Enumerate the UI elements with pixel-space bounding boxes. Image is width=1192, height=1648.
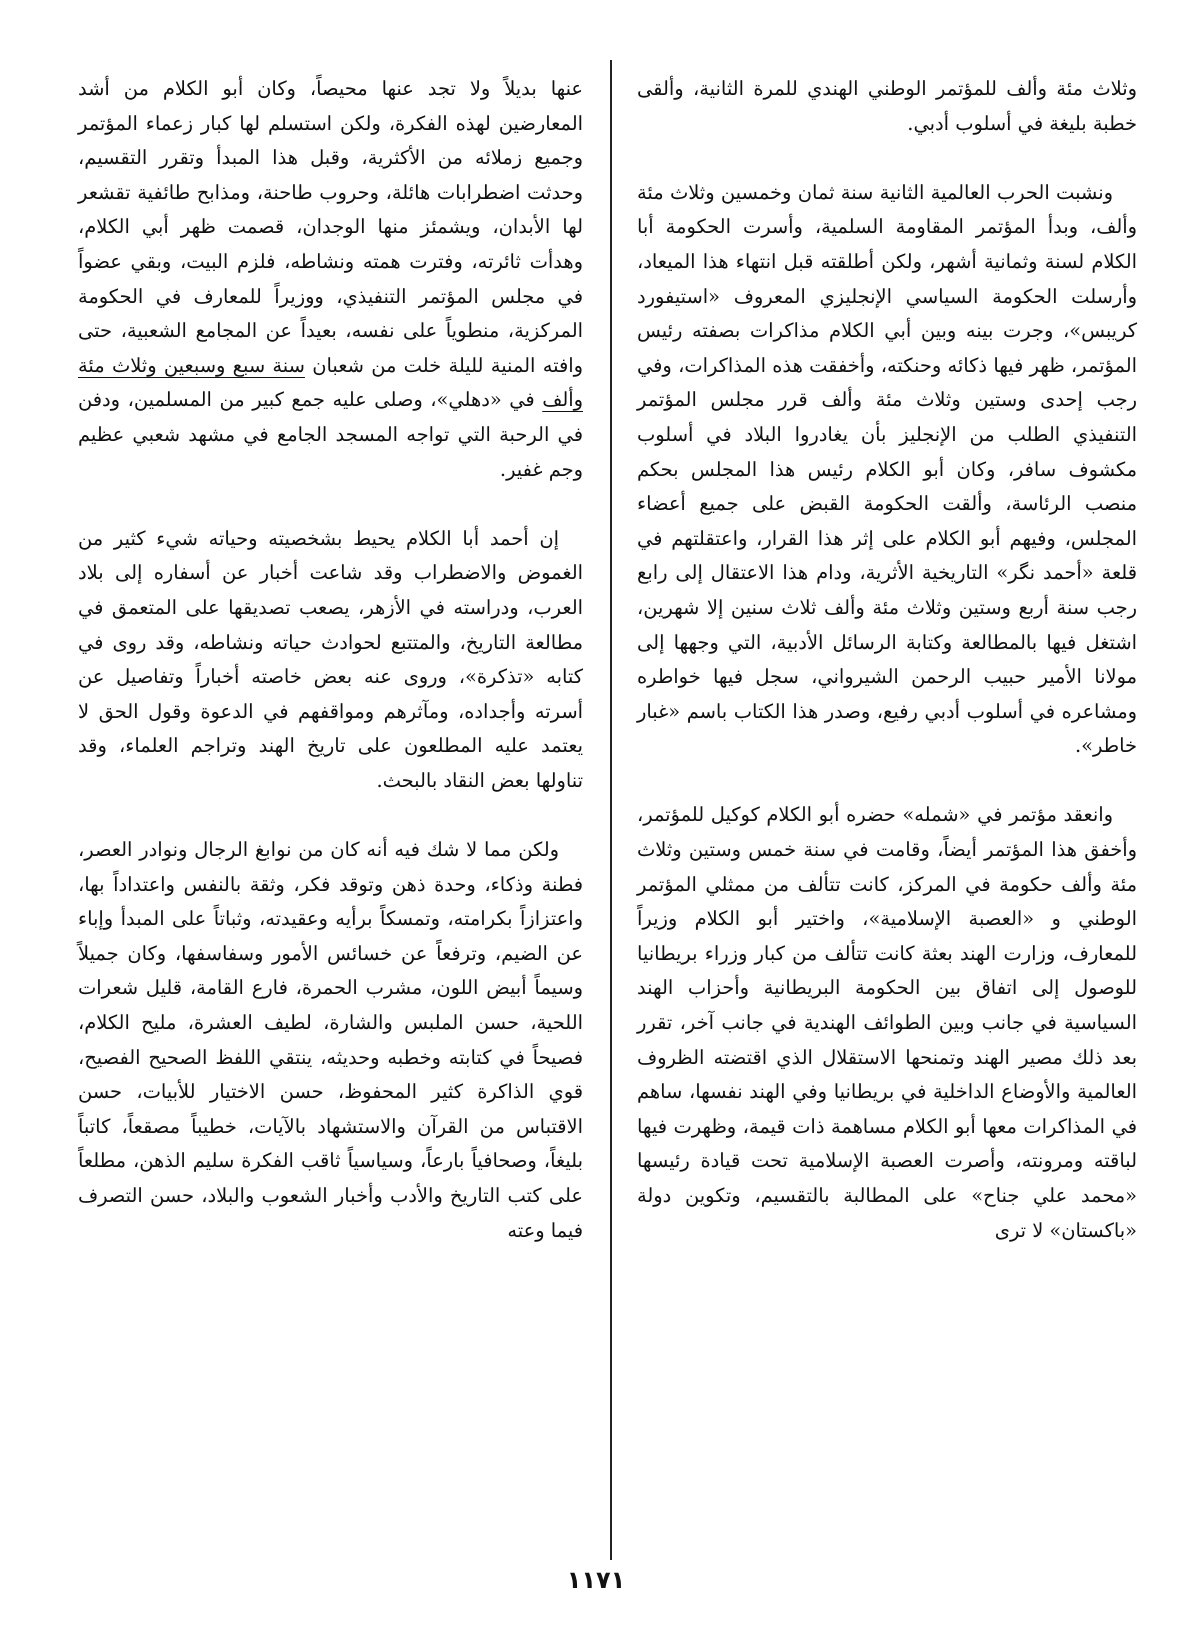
paragraph: ونشبت الحرب العالمية الثانية سنة ثمان وخمسين وثلاث مئة وألف، وبدأ المؤتمر المقاومة السلمية، وأسرت الحكومة أبا الكلام لسنة وثمانية أشهر، ولكن أطلقته قبل انتهاء هذا الميعاد، وأرسلت الحكومة السياسي الإنجليزي المعروف «استيفورد كريبس»، وجرت بينه وبين أبي الكلام مذاكرات بصفته رئيس المؤتمر، ظهر فيها ذكائه وحنكته، وأخفقت هذه المذاكرات، وفي رجب إحدى وستين وثلاث مئة وألف قرر مجلس المؤتمر التنفيذي الطلب من الإنجليز بأن يغادروا البلاد في أسلوب مكشوف سافر، وكان أبو الكلام رئيس هذا المجلس بحكم منصب الرئاسة، وألقت الحكومة القبض على جميع أعضاء المجلس، وفيهم أبو الكلام على إثر هذا القرار، واعتقلتهم في قلعة «أحمد نگر» التاريخية الأثرية، ودام هذا الاعتقال إلى رابع رجب سنة أربع وستين وثلاث مئة وألف ثلاث سنين إلا شهرين، اشتغل فيها بالمطالعة وكتابة الرسائل الأدبية، التي وجهها إلى مولانا الأمير حبيب الرحمن الشيرواني، سجل فيها خواطره ومشاعره في أسلوب أدبي رفيع، وصدر هذا الكتاب باسم «غبار خاطر». <box>637 180 1137 758</box>
paragraph: إن أحمد أبا الكلام يحيط بشخصيته وحياته شيء كثير من الغموض والاضطراب وقد شاعت أخبار عن أسفاره إلى بلاد العرب، ودراسته في الأزهر، يصعب تصديقها على المتعمق في مطالعة التاريخ، والمتتبع لحوادث حياته ونشاطه، وقد روى في كتابه «تذكرة»، وروى عنه بعض خاصته أخباراً وتفاصيل عن أسرته وأجداده، ومآثرهم ومواقفهم في الدعوة وقول الحق لا يعتمد عليه المطلعون على تاريخ الهند وتراجم العلماء، وقد تناولها بعض النقاد بالبحث. <box>78 526 583 792</box>
left-column <box>78 72 583 1248</box>
paragraph-text: في «دهلي»، وصلى عليه جمع كبير من المسلمين، ودفن في الرحبة التي تواجه المسجد الجامع في مشهد شعبي عظيم وجم غفير. <box>78 388 583 481</box>
paragraph: وثلاث مئة وألف للمؤتمر الوطني الهندي للمرة الثانية، وألقى خطبة بليغة في أسلوب أدبي. <box>637 77 1137 135</box>
underlined-date: سنة سبع وسبعين وثلاث مئة وألف <box>78 353 583 412</box>
right-column <box>637 72 1137 1248</box>
paragraph <box>78 72 583 487</box>
paragraph: وانعقد مؤتمر في «شمله» حضره أبو الكلام كوكيل للمؤتمر، وأخفق هذا المؤتمر أيضاً، وقامت في سنة خمس وستين وثلاث مئة وألف حكومة في المركز، كانت تتألف من ممثلي المؤتمر الوطني و «العصبة الإسلامية»، واختير أبو الكلام وزيراً للمعارف، وزارت الهند بعثة كانت تتألف من كبار وزراء بريطانيا للوصول إلى اتفاق بين الحكومة البريطانية وأحزاب الهند السياسية في جانب وبين الطوائف الهندية في جانب آخر، تقرر بعد ذلك مصير الهند وتمنحها الاستقلال الذي اقتضته الظروف العالمية والأوضاع الداخلية في بريطانيا وفي الهند نفسها، ساهم في المذاكرات معها أبو الكلام مساهمة ذات قيمة، وظهرت فيها لباقته ومرونته، وأصرت العصبة الإسلامية تحت قيادة رئيسها «محمد علي جناح» على المطالبة بالتقسيم، وتكوين دولة «باكستان» لا ترى <box>637 803 1137 1242</box>
paragraph: ولكن مما لا شك فيه أنه كان من نوابغ الرجال ونوادر العصر، فطنة وذكاء، وحدة ذهن وتوقد فكر، وثقة بالنفس واعتداداً بها، واعتزازاً بكرامته، وتمسكاً برأيه وعقيدته، وثباتاً على المبدأ وإباء عن الضيم، وترفعاً عن خسائس الأمور وسفاسفها، وكان جميلاً وسيماً أبيض اللون، مشرب الحمرة، فارع القامة، قليل شعرات اللحية، حسن الملبس والشارة، لطيف العشرة، مليح الكلام، فصيحاً في كتابته وخطبه وحديثه، ينتقي اللفظ الصحيح الفصيح، قوي الذاكرة كثير المحفوظ، حسن الاختيار للأبيات، حسن الاقتباس من القرآن والاستشهاد بالآيات، خطيباً مصقعاً، كاتباً بليغاً، وصحافياً بارعاً، وسياسياً ثاقب الفكرة سليم الذهن، مطلعاً على كتب التاريخ والأدب وأخبار الشعوب والبلاد، حسن التصرف فيما وعته <box>78 838 583 1242</box>
page-number: ١١٧١ <box>566 1566 626 1594</box>
column-divider <box>610 60 612 1560</box>
paragraph-text: عنها بديلاً ولا تجد عنها محيصاً، وكان أبو الكلام من أشد المعارضين لهذه الفكرة، ولكن استسلم لها كبار زعماء المؤتمر وجميع زملائه من الأكثرية، وقبل هذا المبدأ وتقرر التقسيم، وحدثت اضطرابات هائلة، وحروب طاحنة، ومذابح طائفية تقشعر لها الأبدان، ويشمئز منها الوجدان، قصمت ظهر أبي الكلام، وهدأت ثائرته، وفترت همته ونشاطه، فلزم البيت، وبقي عضواً في مجلس المؤتمر التنفيذي، ووزيراً للمعارف في الحكومة المركزية، منطوياً على نفسه، بعيداً عن المجامع الشعبية، حتى وافته المنية لليلة خلت من شعبان <box>78 77 584 377</box>
